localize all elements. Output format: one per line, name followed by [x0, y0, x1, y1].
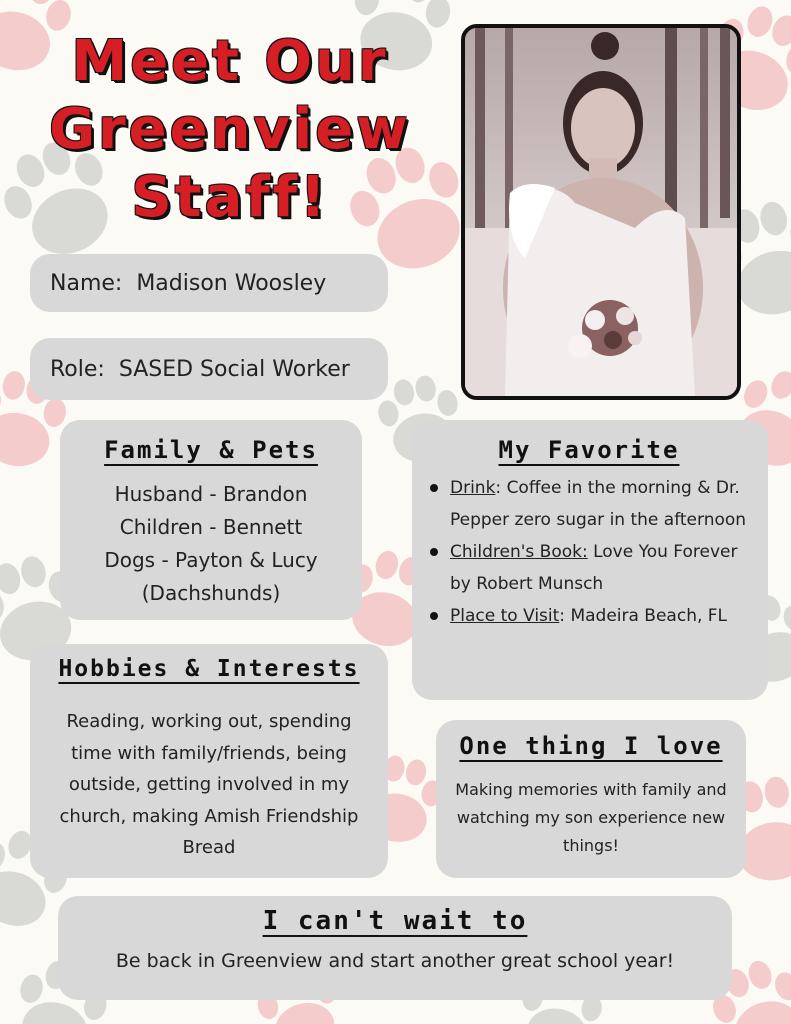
hobbies-heading: Hobbies & Interests — [58, 656, 360, 682]
family-line: Children - Bennett — [119, 515, 303, 539]
favorite-key: Drink — [450, 478, 496, 498]
favorite-item-drink: Drink: Coffee in the morning & Dr. Pepper zero sugar in the afternoon — [426, 472, 752, 536]
one-thing-heading: One thing I love — [459, 732, 723, 760]
one-thing-card — [436, 720, 746, 878]
role-card — [30, 338, 388, 400]
title-line-3: Staff! — [131, 165, 329, 230]
my-favorite-heading: My Favorite — [498, 436, 680, 464]
favorite-key: Children's Book: — [450, 542, 588, 562]
family-pets-heading: Family & Pets — [104, 436, 318, 464]
family-pets-list — [60, 478, 362, 610]
family-line: (Dachshunds) — [141, 581, 281, 605]
family-pets-card — [60, 420, 362, 620]
cant-wait-card — [58, 896, 732, 1000]
favorite-key: Place to Visit — [450, 606, 560, 626]
hobbies-card — [30, 644, 388, 878]
favorite-value: Coffee in the morning & Dr. Pepper zero sugar in the afternoon — [450, 478, 747, 530]
one-thing-text: Making memories with family and watching my son experience new things! — [455, 780, 727, 855]
staff-photo — [461, 24, 741, 400]
favorite-value: Love You Forever by Robert Munsch — [450, 542, 738, 594]
family-line: Husband - Brandon — [114, 482, 308, 506]
staff-portrait-icon — [465, 28, 737, 396]
name-label: Name: — [50, 270, 123, 296]
favorite-value: Madeira Beach, FL — [570, 606, 728, 626]
my-favorite-card — [412, 420, 768, 700]
cant-wait-heading: I can't wait to — [262, 906, 528, 936]
hobbies-text: Reading, working out, spending time with family/friends, being outside, getting involved in my church, making Amish Friendship Bread — [59, 711, 359, 858]
favorite-item-book — [426, 536, 752, 600]
favorite-list — [426, 472, 752, 632]
name-value: Madison Woosley — [136, 270, 327, 296]
family-line: Dogs - Payton & Lucy — [104, 548, 318, 572]
page-title — [30, 28, 430, 232]
title-line-1: Meet Our — [71, 29, 389, 94]
title-line-2: Greenview — [49, 97, 411, 162]
cant-wait-text: Be back in Greenview and start another great school year! — [115, 950, 675, 972]
name-card — [30, 254, 388, 312]
favorite-item-place: Place to Visit: Madeira Beach, FL — [426, 600, 752, 632]
role-value: SASED Social Worker — [118, 356, 350, 382]
role-label: Role: — [50, 356, 105, 382]
